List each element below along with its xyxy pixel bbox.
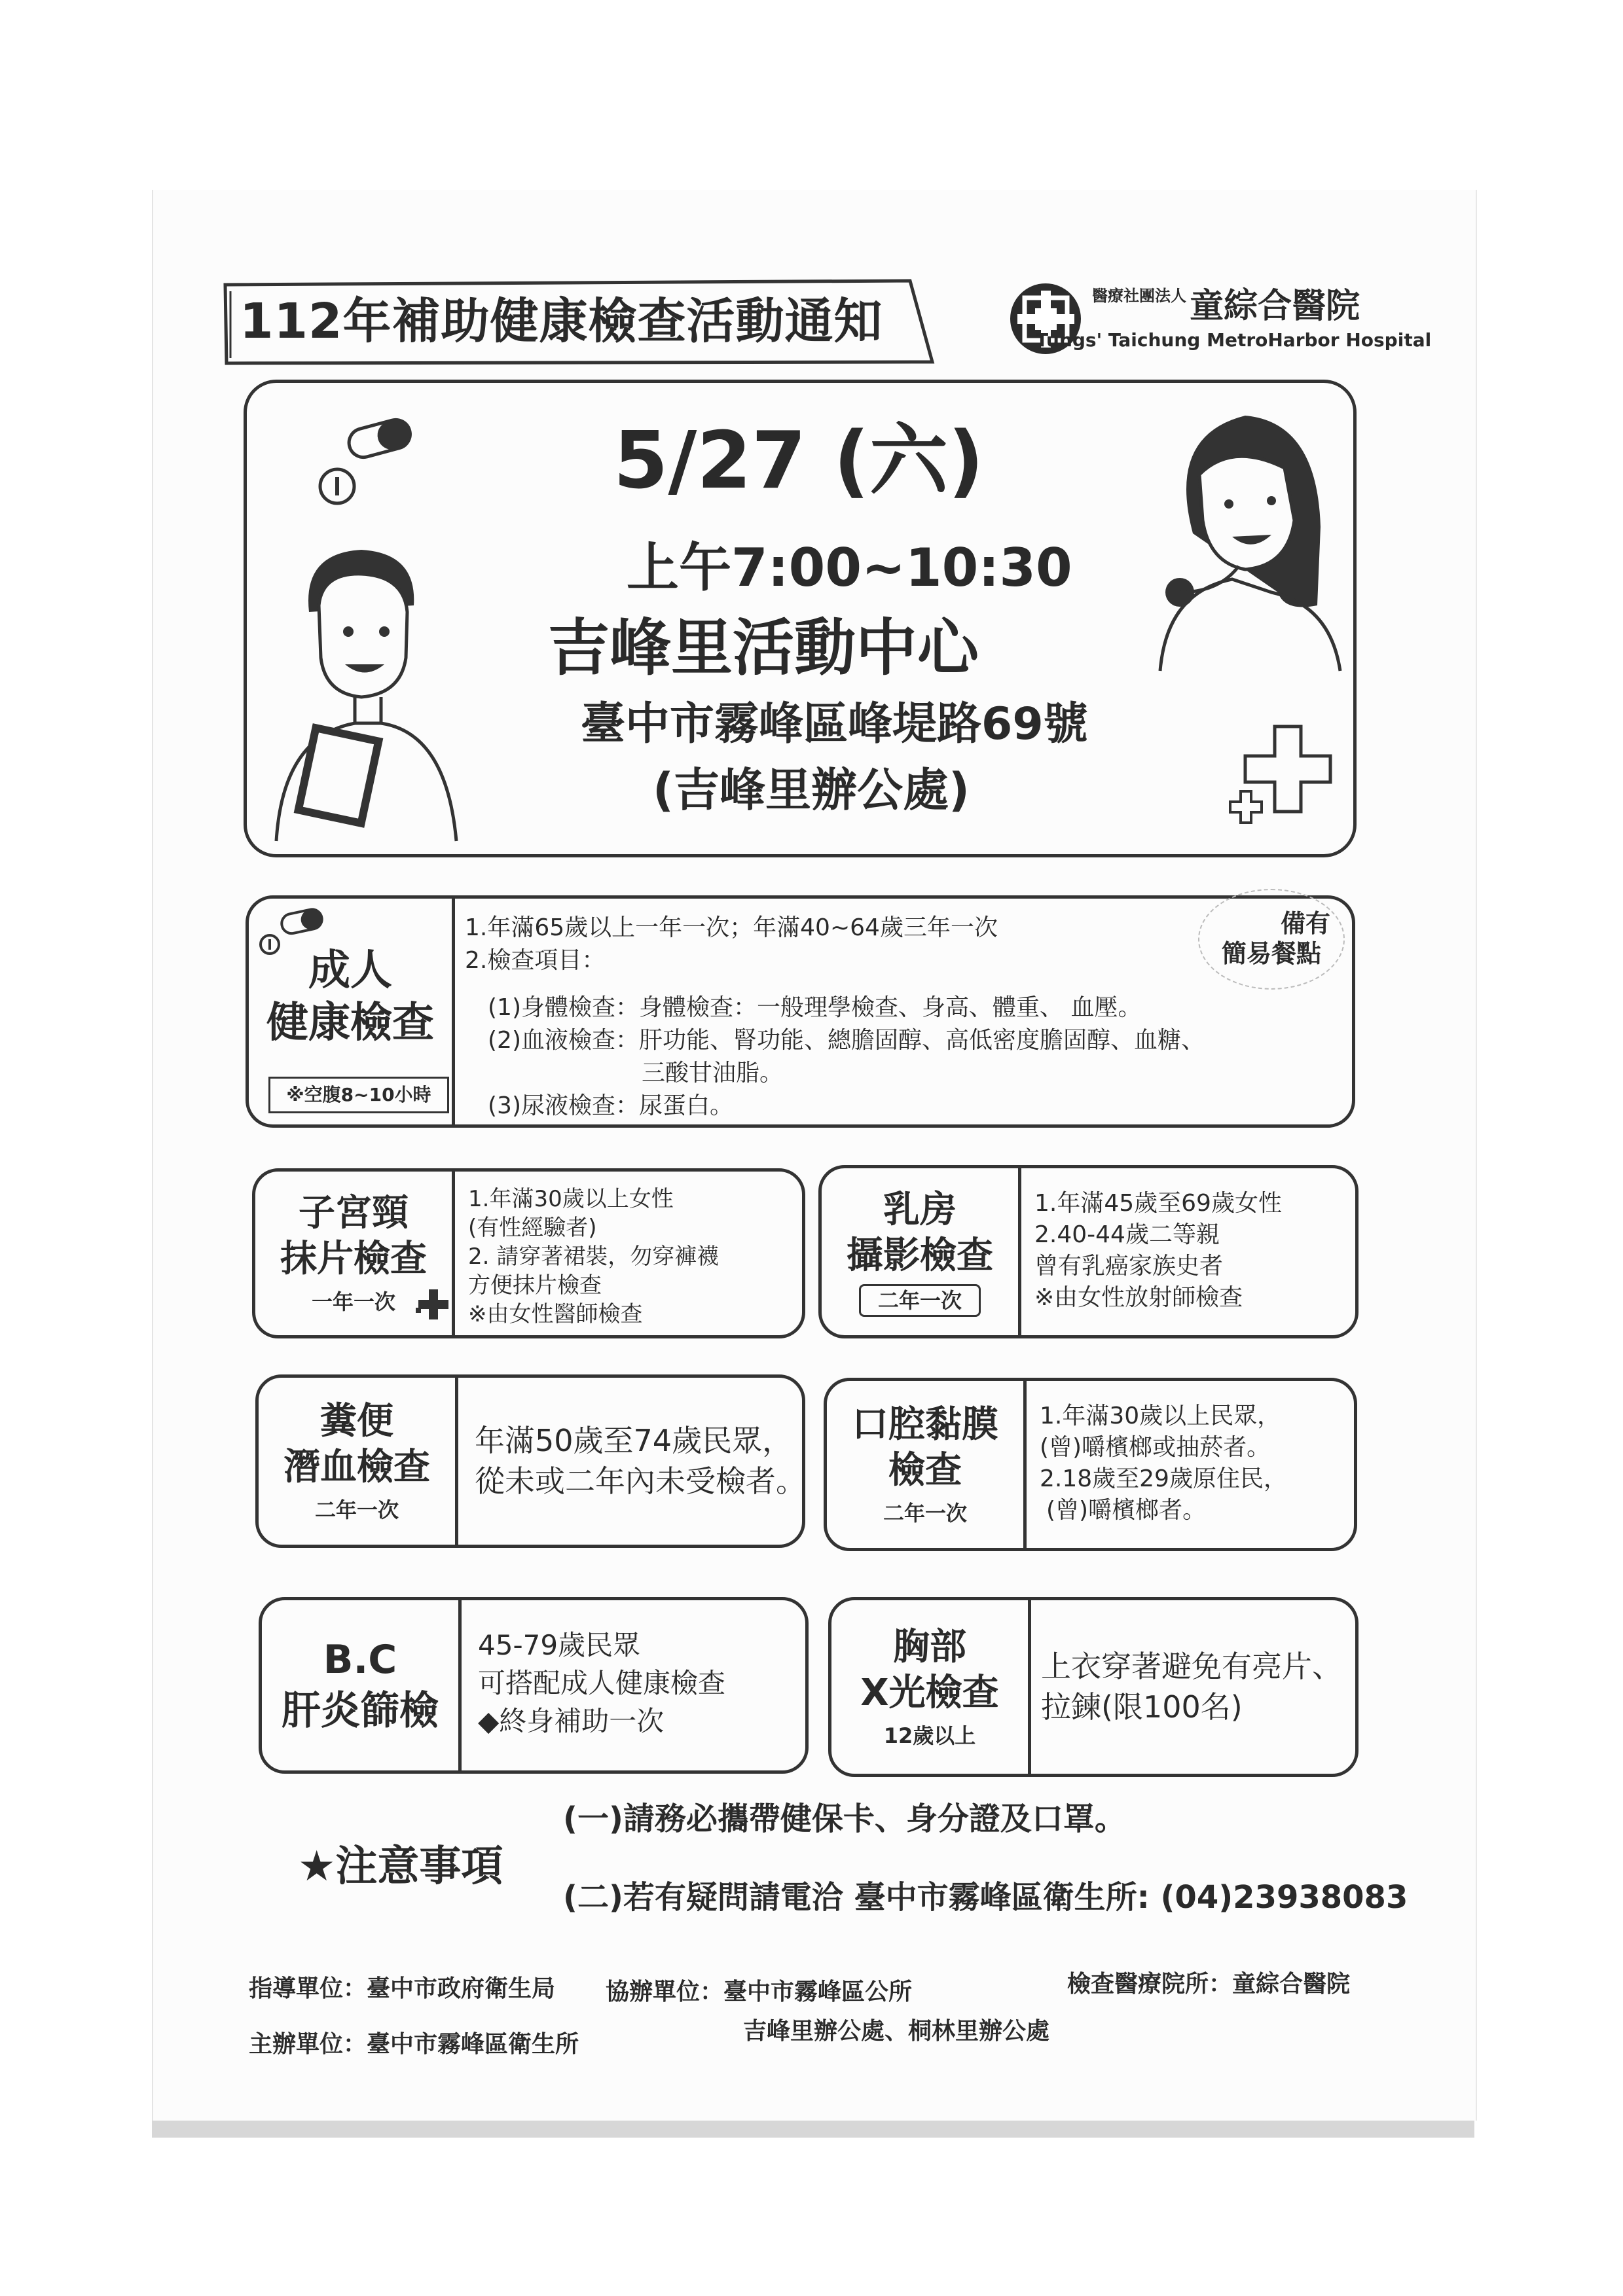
exam-frequency: 二年一次 [883, 1500, 967, 1526]
exam-details: 45-79歲民眾 可搭配成人健康檢查 ◆終身補助一次 [478, 1629, 726, 1737]
adult-line: 三酸甘油脂。 [642, 1060, 784, 1086]
female-doctor-illustration [1154, 396, 1343, 677]
exam-box-hepatitis-bc [259, 1597, 809, 1774]
footer-exam-hospital: 檢查醫療院所：童綜合醫院 [1067, 1971, 1351, 1998]
exam-title-1: 糞便 [320, 1399, 393, 1443]
exam-title-1: 子宮頸 [299, 1192, 409, 1234]
notes-heading: ★注意事項 [298, 1842, 503, 1891]
footer-co-organizer: 協辦單位：臺中市霧峰區公所 [606, 1979, 913, 2005]
exam-title-2: 抹片檢查 [280, 1238, 427, 1280]
plus-icon [416, 1283, 455, 1322]
event-address: 臺中市霧峰區峰堤路69號 [581, 698, 1088, 750]
event-date: 5/27 (六) [613, 416, 984, 507]
hospital-name-zh: 童綜合醫院 [1190, 287, 1360, 326]
exam-box-chest-xray [828, 1597, 1359, 1777]
event-address-note: (吉峰里辦公處) [653, 763, 970, 817]
notes-item-1: (一)請務必攜帶健保卡、身分證及口罩。 [563, 1801, 1126, 1837]
hospital-name [1092, 287, 1360, 326]
footer-host: 主辦單位：臺中市霧峰區衛生所 [249, 2031, 579, 2058]
footer-co-organizer-2: 吉峰里辦公處、桐林里辦公處 [743, 2018, 1050, 2045]
exam-box-cervical [252, 1168, 805, 1338]
adult-line: (3)尿液檢查：尿蛋白。 [488, 1092, 733, 1119]
exam-details: 1.年滿30歲以上民眾， (曾)嚼檳榔或抽菸者。 2.18歲至29歲原住民， (曾)嚼檳榔者。 [1040, 1403, 1287, 1524]
exam-title-1: 胸部 [893, 1625, 966, 1668]
snack-stamp: 備有 簡易餐點 [1198, 889, 1345, 990]
notes-item-2: (二)若有疑問請電洽 臺中市霧峰區衛生所: (04)23938083 [563, 1879, 1408, 1916]
exam-title-1: B.C [323, 1637, 397, 1683]
adult-check-details [465, 912, 1205, 1122]
event-time: 上午7:00~10:30 [627, 537, 1072, 598]
adult-check-title-cell [249, 899, 455, 1124]
fasting-note: ※空腹8~10小時 [268, 1077, 449, 1113]
adult-line: (1)身體檢查：身體檢查：一般理學檢查、身高、體重、 血壓。 [488, 994, 1142, 1021]
exam-title-1: 乳房 [883, 1188, 957, 1231]
adult-check-box [246, 895, 1355, 1128]
exam-title-2: X光檢查 [860, 1671, 999, 1714]
exam-title-2: 肝炎篩檢 [282, 1688, 439, 1734]
pill-icon [312, 409, 417, 514]
exam-details: 年滿50歲至74歲民眾， 從未或二年內未受檢者。 [475, 1423, 806, 1499]
page-title: 112年補助健康檢查活動通知 [240, 293, 883, 350]
exam-frequency: 12歲以上 [883, 1723, 976, 1748]
adult-line: 1.年滿65歲以上一年一次；年滿40~64歲三年一次 [465, 914, 998, 941]
exam-frequency: 二年一次 [859, 1284, 981, 1317]
adult-check-title-1: 成人 [308, 946, 392, 995]
exam-details: 1.年滿45歲至69歲女性 2.40-44歲二等親 曾有乳癌家族史者 ※由女性放射師檢查 [1034, 1190, 1282, 1311]
exam-title-2: 攝影檢查 [847, 1234, 993, 1277]
footer-guide: 指導單位：臺中市政府衛生局 [249, 1975, 556, 2002]
hospital-name-prefix: 醫療社團法人 [1092, 287, 1186, 305]
adult-line: 2.檢查項目： [465, 947, 606, 974]
exam-details: 上衣穿著避免有亮片、 拉鍊(限100名) [1041, 1649, 1342, 1725]
exam-title-1: 口腔黏膜 [852, 1403, 998, 1446]
exam-box-mammography [818, 1165, 1359, 1338]
exam-box-oral-mucosa [824, 1378, 1357, 1551]
background-surface [152, 2121, 1474, 2138]
event-card [244, 380, 1357, 857]
hospital-name-en: Tungs' Taichung MetroHarbor Hospital [1036, 329, 1432, 351]
plus-icon [1222, 717, 1347, 841]
exam-box-fecal-occult-blood [255, 1374, 805, 1548]
exam-details: 1.年滿30歲以上女性 (有性經驗者) 2. 請穿著裙裝，勿穿褲襪 方便抹片檢查 ※由女性醫師檢查 [468, 1186, 720, 1327]
male-doctor-illustration [263, 533, 466, 848]
adult-check-title-2: 健康檢查 [266, 999, 434, 1047]
exam-title-2: 檢查 [888, 1448, 962, 1492]
exam-title-2: 潛血檢查 [283, 1445, 430, 1488]
adult-line: (2)血液檢查：肝功能、腎功能、總膽固醇、高低密度膽固醇、血糖、 [488, 1027, 1205, 1054]
event-venue: 吉峰里活動中心 [548, 613, 979, 684]
exam-frequency: 一年一次 [311, 1289, 395, 1314]
exam-frequency: 二年一次 [314, 1497, 399, 1522]
title-banner [223, 278, 936, 367]
